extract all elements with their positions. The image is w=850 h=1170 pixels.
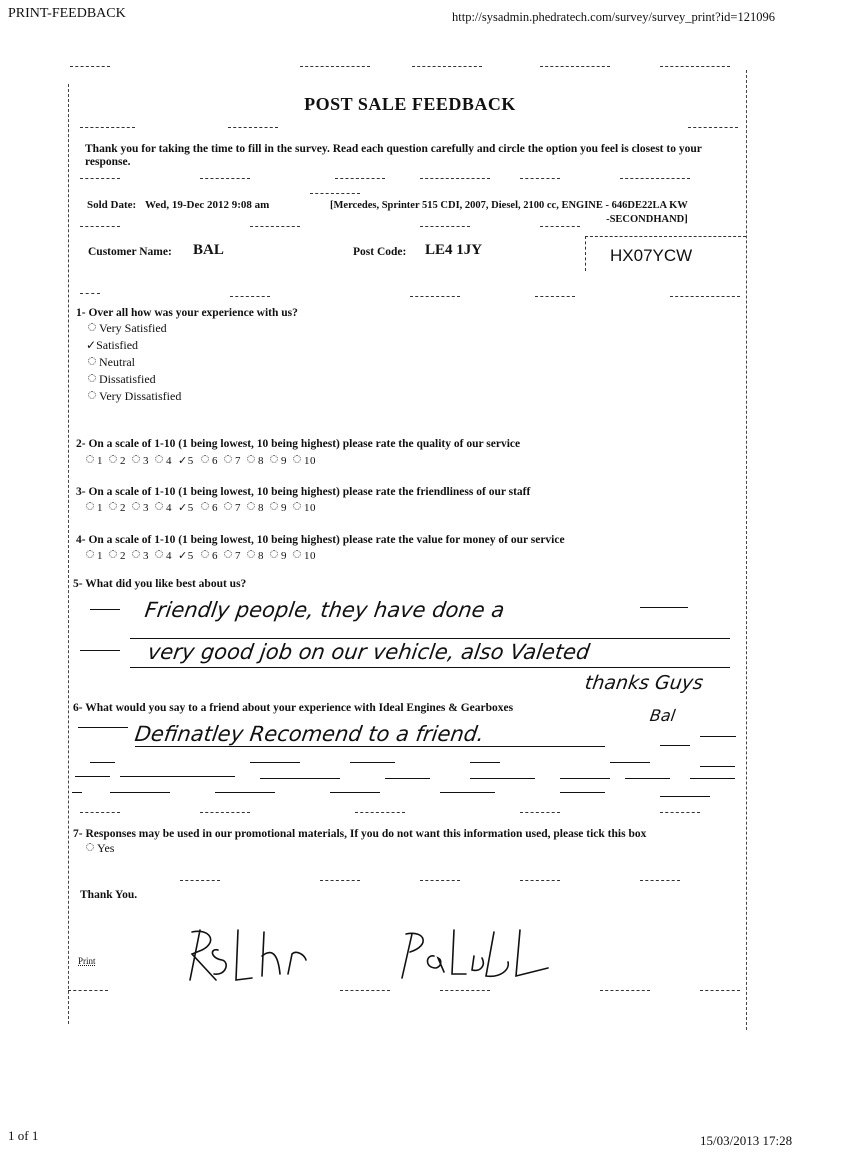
scale-label: 2 [120, 550, 126, 562]
q3-option-1[interactable] [86, 502, 109, 514]
radio-icon [109, 455, 117, 463]
q3-option-10[interactable] [293, 502, 316, 514]
scale-label: 8 [258, 455, 264, 467]
q4-option-8[interactable] [247, 550, 270, 562]
scale-label: 3 [143, 455, 149, 467]
radio-icon [88, 323, 96, 331]
scale-label: 6 [212, 550, 218, 562]
scale-label: 2 [120, 455, 126, 467]
scale-label: 5 [187, 550, 194, 562]
question-5: 5- What did you like best about us? [73, 578, 247, 590]
radio-icon [224, 550, 232, 558]
print-title: PRINT-FEEDBACK [8, 6, 126, 21]
scale-label: 3 [143, 550, 149, 562]
engine-description [330, 199, 688, 227]
q4-option-7[interactable] [224, 550, 247, 562]
registration-value: HX07YCW [610, 246, 693, 265]
scale-label: 6 [212, 502, 218, 514]
radio-icon [224, 455, 232, 463]
q3-option-2[interactable] [109, 502, 132, 514]
q6-answer-line-1: Definatley Recomend to a friend. [133, 722, 486, 746]
radio-icon [293, 502, 301, 510]
q3-option-7[interactable] [224, 502, 247, 514]
radio-icon [201, 502, 209, 510]
scale-label: 3 [143, 502, 149, 514]
scale-label: 1 [97, 550, 103, 562]
q3-option-3[interactable] [132, 502, 155, 514]
scale-label: 9 [281, 550, 287, 562]
radio-icon [132, 550, 140, 558]
radio-icon [88, 391, 96, 399]
intro-text: Thank you for taking the time to fill in the survey. Read each question carefully and circle the option you feel is closest to your response. [85, 143, 702, 168]
page-url: http://sysadmin.phedratech.com/survey/survey_print?id=121096 [452, 10, 775, 24]
scale-label: 7 [235, 502, 241, 514]
thank-you: Thank You. [80, 889, 138, 901]
q1-option-dissatisfied[interactable]: Dissatisfied [88, 372, 156, 387]
scale-label: 9 [281, 455, 287, 467]
q1-option-neutral[interactable]: Neutral [88, 355, 135, 370]
engine-line-1: [Mercedes, Sprinter 515 CDI, 2007, Diesel, 2100 cc, ENGINE - 646DE22LA KW [330, 200, 688, 211]
q2-option-8[interactable] [247, 455, 270, 467]
sold-date-value: Wed, 19-Dec 2012 9:08 am [144, 199, 270, 211]
question-3: 3- On a scale of 1-10 (1 being lowest, 10 being highest) please rate the friendliness of our staff [76, 486, 531, 498]
frame-right [746, 70, 747, 1030]
q1-option-very-dissatisfied[interactable]: Very Dissatisfied [88, 389, 181, 404]
radio-icon [201, 550, 209, 558]
sold-date [87, 199, 269, 211]
q6-signoff: Bal [648, 706, 677, 725]
q1-option-very-satisfied[interactable]: Very Satisfied [88, 321, 167, 336]
q3-option-8[interactable] [247, 502, 270, 514]
scale-label: 8 [258, 550, 264, 562]
radio-icon [155, 455, 163, 463]
scale-label: 10 [304, 550, 316, 562]
q5-answer-line-2: very good job on our vehicle, also Valeted [146, 640, 592, 664]
q4-option-5[interactable] [178, 549, 201, 562]
registration-box [585, 236, 746, 271]
checkmark-icon: ✓ [178, 454, 188, 467]
q3-option-5[interactable] [178, 501, 201, 514]
q4-option-9[interactable] [270, 550, 293, 562]
scale-label: 4 [166, 455, 172, 467]
q5-answer-line-1: Friendly people, they have done a [143, 598, 506, 622]
q2-option-4[interactable] [155, 455, 178, 467]
q2-option-9[interactable] [270, 455, 293, 467]
scale-label: 5 [187, 455, 194, 467]
q2-option-5[interactable] [178, 454, 201, 467]
q4-option-10[interactable] [293, 550, 316, 562]
q4-option-3[interactable] [132, 550, 155, 562]
q2-option-3[interactable] [132, 455, 155, 467]
q2-option-7[interactable] [224, 455, 247, 467]
postcode-label: Post Code: [353, 246, 407, 258]
radio-icon [201, 455, 209, 463]
frame-left [68, 84, 69, 1024]
engine-line-2: -SECONDHAND] [606, 214, 688, 225]
q3-option-6[interactable] [201, 502, 224, 514]
radio-icon [293, 455, 301, 463]
scale-label: 5 [187, 502, 194, 514]
radio-icon [86, 502, 94, 510]
postcode-value: LE4 1JY [425, 242, 483, 258]
scale-label: 4 [166, 550, 172, 562]
question-2: 2- On a scale of 1-10 (1 being lowest, 10 being highest) please rate the quality of our service [76, 438, 521, 450]
question-1: 1- Over all how was your experience with us? [76, 307, 298, 319]
scale-label: 9 [281, 502, 287, 514]
scale-label: 4 [166, 502, 172, 514]
scale-label: 2 [120, 502, 126, 514]
q4-option-4[interactable] [155, 550, 178, 562]
radio-icon [109, 502, 117, 510]
scale-label: 10 [304, 455, 316, 467]
scale-label: 10 [304, 502, 316, 514]
q4-scale [86, 549, 316, 562]
scale-label: 6 [212, 455, 218, 467]
frame-top [70, 66, 110, 67]
radio-icon [109, 550, 117, 558]
radio-icon [247, 455, 255, 463]
scale-label: 7 [235, 455, 241, 467]
checkmark-icon: ✓ [178, 549, 188, 562]
checkbox-icon [86, 843, 94, 851]
radio-icon [270, 455, 278, 463]
question-7: 7- Responses may be used in our promotional materials, If you do not want this information used, please tick this box [73, 828, 647, 840]
customer-name-value: BAL [193, 242, 224, 258]
q4-option-1[interactable] [86, 550, 109, 562]
q1-option-satisfied[interactable]: ✓Satisfied [86, 338, 139, 352]
q3-option-9[interactable] [270, 502, 293, 514]
radio-icon [270, 502, 278, 510]
radio-icon [224, 502, 232, 510]
q5-answer-line-3: thanks Guys [583, 672, 705, 694]
q2-option-10[interactable] [293, 455, 316, 467]
radio-icon [88, 374, 96, 382]
radio-icon [132, 455, 140, 463]
q2-option-1[interactable] [86, 455, 109, 467]
scale-label: 1 [97, 455, 103, 467]
customer-name-label: Customer Name: [88, 246, 172, 258]
radio-icon [86, 455, 94, 463]
scale-label: 8 [258, 502, 264, 514]
question-4: 4- On a scale of 1-10 (1 being lowest, 10 being highest) please rate the value for money of our service [76, 534, 565, 546]
page-count: 1 of 1 [8, 1128, 39, 1143]
q2-scale [86, 454, 316, 467]
q3-scale [86, 501, 316, 514]
radio-icon [86, 550, 94, 558]
q2-option-2[interactable] [109, 455, 132, 467]
form-title: POST SALE FEEDBACK [304, 94, 516, 114]
q2-option-6[interactable] [201, 455, 224, 467]
radio-icon [247, 502, 255, 510]
sold-date-label: Sold Date: [87, 199, 137, 211]
checkmark-icon: ✓ [86, 338, 97, 352]
checkmark-icon: ✓ [178, 501, 188, 514]
radio-icon [132, 502, 140, 510]
radio-icon [88, 357, 96, 365]
radio-icon [155, 502, 163, 510]
q3-option-4[interactable] [155, 502, 178, 514]
q7-option-yes[interactable]: Yes [86, 841, 114, 856]
radio-icon [293, 550, 301, 558]
print-timestamp: 15/03/2013 17:28 [700, 1133, 793, 1148]
q4-option-2[interactable] [109, 550, 132, 562]
scale-label: 1 [97, 502, 103, 514]
signature [180, 920, 570, 990]
print-label: Print [78, 956, 96, 966]
question-6: 6- What would you say to a friend about your experience with Ideal Engines & Gearboxes [73, 702, 514, 714]
radio-icon [155, 550, 163, 558]
radio-icon [270, 550, 278, 558]
q4-option-6[interactable] [201, 550, 224, 562]
radio-icon [247, 550, 255, 558]
scale-label: 7 [235, 550, 241, 562]
